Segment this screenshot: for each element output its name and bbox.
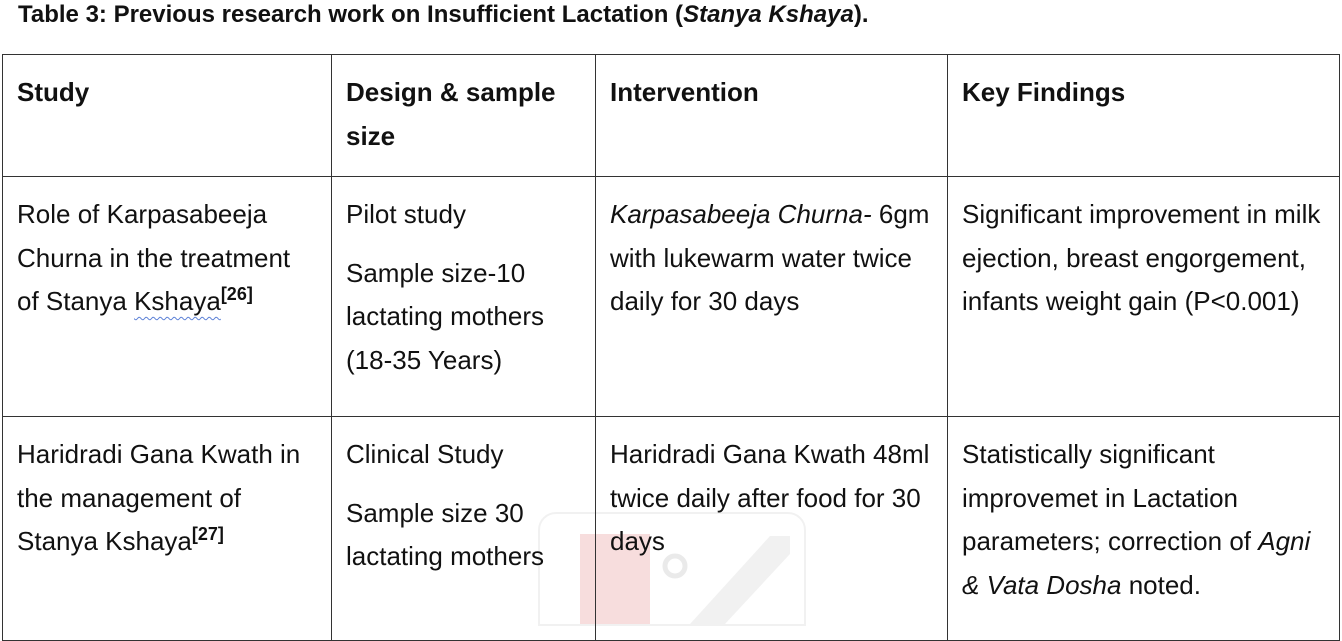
cell-findings xyxy=(948,177,1340,417)
key-findings-suffix: noted. xyxy=(1121,569,1201,600)
reference-citation: [26] xyxy=(220,284,253,304)
cell-intervention xyxy=(596,177,948,417)
cell-intervention xyxy=(596,417,948,641)
sample-size: Sample size-10 lactating mothers (18-35 Years) xyxy=(346,257,544,375)
design-type: Pilot study xyxy=(346,199,466,229)
table-header-row xyxy=(3,55,1340,177)
sample-size: Sample size 30 lactating mothers xyxy=(346,497,544,571)
design-type: Clinical Study xyxy=(346,439,504,469)
intervention-drug: Karpasabeeja Churna- xyxy=(610,199,872,229)
header-intervention: Intervention xyxy=(596,55,948,177)
intervention-dose: Haridradi Gana Kwath 48ml twice daily after food for 30 days xyxy=(610,439,930,556)
key-findings-italic: Agni & Vata Dosha xyxy=(962,526,1311,600)
spellcheck-word: Kshaya xyxy=(134,286,221,316)
cell-findings xyxy=(948,417,1340,641)
key-findings: Statistically significant improvemet in Lactation parameters; correction of xyxy=(962,439,1259,556)
cell-design xyxy=(332,177,596,417)
study-title: Role of Karpasabeeja Churna in the treatment of Stanya Kshaya xyxy=(17,199,291,316)
cell-design xyxy=(332,417,596,641)
cell-study xyxy=(3,417,332,641)
key-findings: Significant improvement in milk ejection, breast engorgement, infants weight gain (P<0.001) xyxy=(962,199,1321,316)
header-study: Study xyxy=(3,55,332,177)
table-row xyxy=(3,417,1340,641)
table-caption: Table 3: Previous research work on Insufficient Lactation (Stanya Kshaya). xyxy=(18,1,869,28)
table-row xyxy=(3,177,1340,417)
intervention-dose: 6gm with lukewarm water twice daily for 30 days xyxy=(610,199,930,316)
header-findings: Key Findings xyxy=(948,55,1340,177)
research-table xyxy=(2,54,1340,641)
reference-citation: [27] xyxy=(191,524,224,544)
study-title: Haridradi Gana Kwath in the management of Stanya Kshaya xyxy=(17,439,301,556)
header-design: Design & sample size xyxy=(332,55,596,177)
cell-study xyxy=(3,177,332,417)
